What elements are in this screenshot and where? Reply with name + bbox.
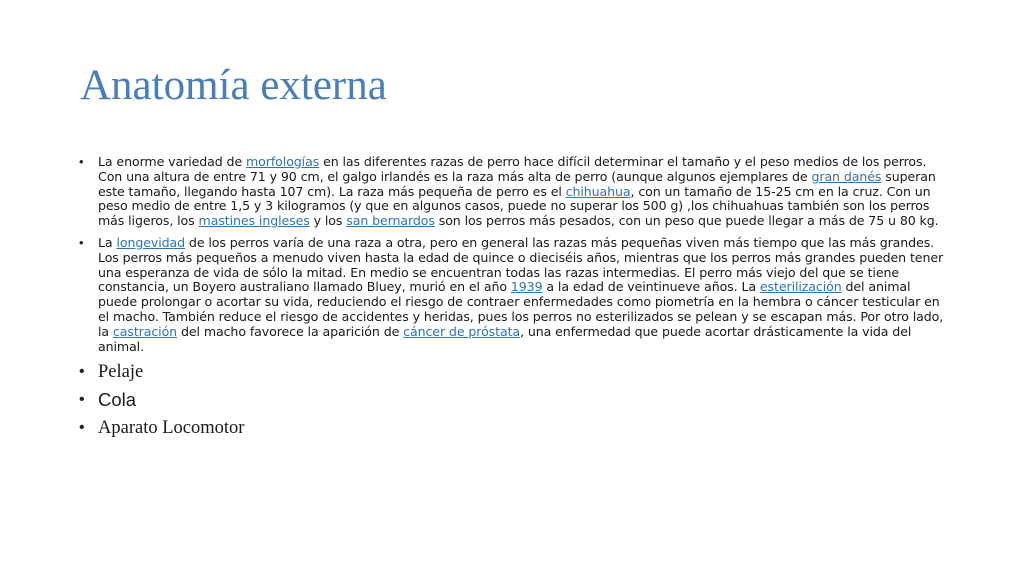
bullet-list [76,155,948,442]
link-san-bernardos[interactable]: san bernardos [346,213,435,229]
link-1939[interactable]: 1939 [510,279,543,295]
text-segment: La [98,234,117,250]
link-castracion[interactable]: castración [112,323,178,339]
bullet-item-cola: • Cola [76,386,948,414]
link-cancer-de-prostata[interactable]: cáncer de próstata [403,323,521,339]
text-segment: , una enfermedad que puede acortar drásticamente la vida del animal. [98,323,912,354]
paragraph-morfologia [76,155,948,229]
text-segment: del animal puede prolongar o acortar su vida, reduciendo el riesgo de contraer enfermedades como piometría en la hembra o cáncer testicular en el macho. También reduce el riesgo de accidentes y heridas, pues los perros no esterilizados se pelean y se escapan más. Por otro lado, la [98,279,944,339]
paragraph-longevidad [76,236,948,354]
text-segment: La enorme variedad de [98,154,246,169]
link-mastines-ingleses[interactable]: mastines ingleses [198,213,310,229]
bullet-item-pelaje: • Pelaje [76,358,948,386]
link-esterilizacion[interactable]: esterilización [759,279,842,295]
link-gran-danes[interactable]: gran danés [811,168,882,184]
bullet-item-aparato-locomotor: • Aparato Locomotor [76,414,948,442]
text-segment: y los [309,213,347,229]
text-segment: del macho favorece la aparición de [177,323,404,339]
text-segment: superan este tamaño, llegando hasta 107 cm). La raza más pequeña de perro es el [98,168,936,199]
link-morfologias[interactable]: morfologías [246,154,320,169]
text-segment: a la edad de veintinueve años. La [542,279,760,295]
link-chihuahua[interactable]: chihuahua [565,183,631,199]
link-longevidad[interactable]: longevidad [116,234,186,250]
text-segment: son los perros más pesados, con un peso que puede llegar a más de 75 u 80 kg. [434,213,939,229]
text-segment: , con un tamaño de 15-25 cm en la cruz. Con un peso medio de entre 1,5 y 3 kilogramos (y que en algunos casos, puede no superar los 500 g) ,los chihuahuas también son los perros más ligeros, los [98,183,931,229]
text-segment: de los perros varía de una raza a otra, pero en general las razas más pequeñas viven más tiempo que las más grandes. Los perros más pequeños a menudo viven hasta la edad de quince o dieciséis años, mientras que los perros más grandes pueden tener una esperanza de vida de sólo la mitad. En medio se encuentran todas las razas intermedias. El perro más viejo del que se tiene constancia, un Boyero australiano llamado Bluey, murió en el año [98,234,944,295]
text-segment: en las diferentes razas de perro hace difícil determinar el tamaño y el peso medios de los perros. Con una altura de entre 71 y 90 cm, el galgo irlandés es la raza más alta de perro (aunque algunos ejemplares de [98,154,927,184]
slide-title: Anatomía externa [80,62,387,109]
